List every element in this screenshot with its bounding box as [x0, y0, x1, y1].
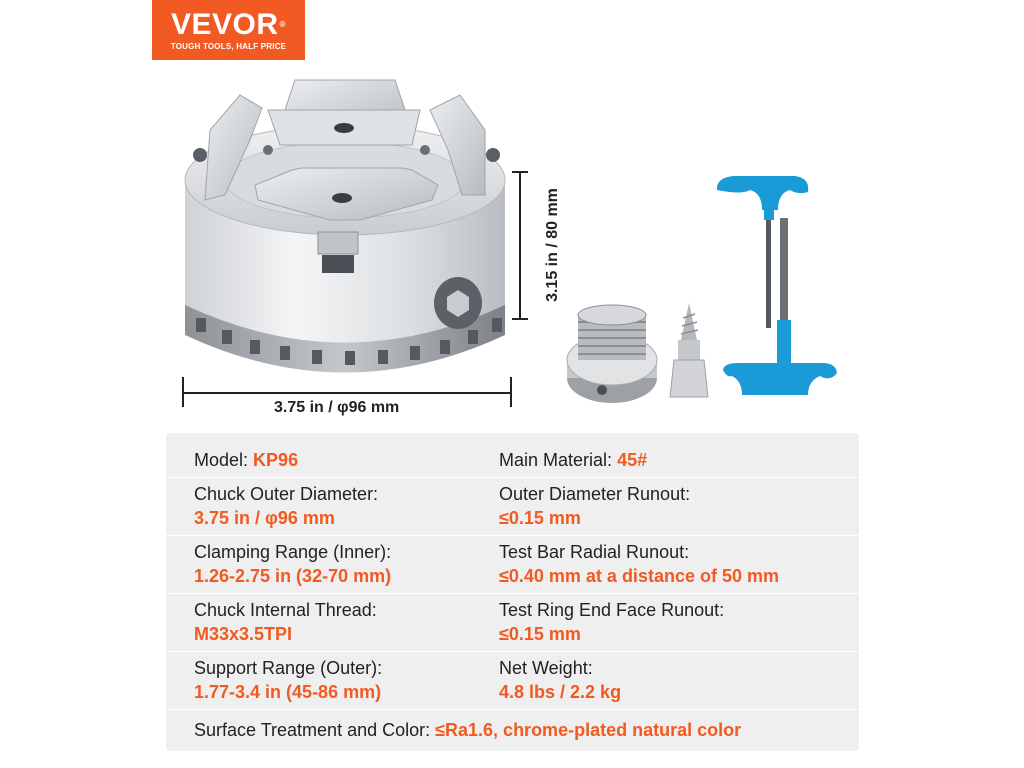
spec-value: M33x3.5TPI [194, 624, 293, 644]
spec-value: KP96 [253, 450, 299, 470]
height-dimension-line [512, 172, 528, 319]
spec-material [499, 448, 647, 472]
spec-label: Chuck Internal Thread: [194, 600, 377, 620]
logo-tagline: TOUGH TOOLS, HALF PRICE [170, 41, 287, 51]
spec-label: Test Bar Radial Runout: [499, 542, 690, 562]
spec-net-weight [499, 656, 621, 704]
spec-internal-thread [194, 598, 377, 646]
spec-row [166, 477, 859, 536]
spec-row [166, 535, 859, 594]
spec-row [166, 709, 859, 751]
spec-surface-treatment [194, 718, 741, 742]
logo-registered: ® [279, 19, 286, 29]
width-dimension-label: 3.75 in / φ96 mm [274, 399, 400, 416]
height-dimension-label: 3.15 in / 80 mm [544, 188, 561, 302]
spec-value: ≤0.15 mm [499, 508, 581, 528]
spec-value: ≤0.15 mm [499, 624, 581, 644]
lathe-chuck-icon [185, 80, 505, 373]
spec-test-ring-runout [499, 598, 724, 646]
spec-row [166, 593, 859, 652]
spec-value: 1.77-3.4 in (45-86 mm) [194, 682, 382, 702]
spec-label: Chuck Outer Diameter: [194, 484, 379, 504]
spec-label: Outer Diameter Runout: [499, 484, 691, 504]
thread-adapter-icon [567, 305, 657, 403]
spec-label: Support Range (Outer): [194, 658, 383, 678]
spec-support-range [194, 656, 382, 704]
logo-brand: VEVOR [171, 7, 279, 41]
t-handle-wrench-icon [717, 176, 837, 395]
spec-label: Clamping Range (Inner): [194, 542, 392, 562]
specification-table [166, 433, 859, 751]
spec-value: ≤0.40 mm at a distance of 50 mm [499, 566, 779, 586]
spec-row [166, 433, 859, 478]
wood-screw-icon [670, 303, 708, 397]
spec-label: Surface Treatment and Color: [194, 720, 431, 740]
spec-value: 4.8 lbs / 2.2 kg [499, 682, 622, 702]
vevor-logo [152, 0, 305, 60]
product-illustration [0, 60, 1024, 440]
spec-value: 3.75 in / φ96 mm [194, 508, 335, 528]
spec-row [166, 651, 859, 710]
spec-label: Net Weight: [499, 658, 593, 678]
spec-value: 45# [617, 450, 648, 470]
spec-od-runout [499, 482, 690, 530]
spec-label: Test Ring End Face Runout: [499, 600, 725, 620]
spec-test-bar-runout [499, 540, 779, 588]
spec-label: Model: [194, 450, 249, 470]
spec-label: Main Material: [499, 450, 613, 470]
spec-clamping-range [194, 540, 391, 588]
spec-model [194, 448, 298, 472]
spec-outer-diameter [194, 482, 378, 530]
spec-value: ≤Ra1.6, chrome-plated natural color [435, 720, 742, 740]
spec-value: 1.26-2.75 in (32-70 mm) [194, 566, 392, 586]
